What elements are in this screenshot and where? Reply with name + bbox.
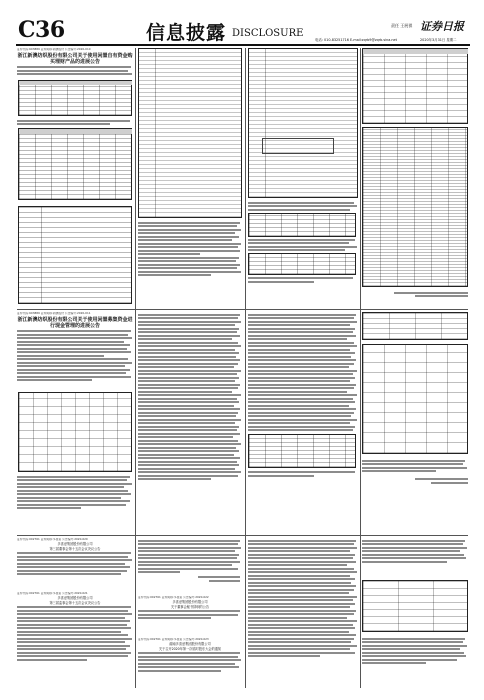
article-code: 证券代码:002761 证券简称:多喜爱 公告编号:2020-023: [138, 638, 209, 641]
table-meeting-agenda: [362, 580, 468, 632]
article-code: 证券代码:603889 证券简称:新澳股份 公告编号:2020-011: [17, 312, 91, 315]
article-code: 证券代码:002761 证券简称:多喜爱 公告编号:2020-020: [17, 538, 88, 541]
table-cash-management: [18, 392, 132, 472]
table-product-details: [18, 128, 132, 200]
article-title: 浙江新澳纺织股份有限公司关于使用闲置募集资金进行现金管理的进展公告: [17, 316, 133, 329]
article-company: 多喜爱集团股份有限公司: [172, 599, 208, 604]
table-financial-summary: [18, 206, 132, 304]
section-title-en: DISCLOSURE: [232, 28, 304, 39]
article-code: 证券代码:603889 证券简称:新澳股份 公告编号:2020-010: [17, 48, 91, 51]
article-duoxiai-supervisors: [17, 592, 133, 688]
article-company: 湖南多喜爱集团股份有限公司: [169, 641, 211, 646]
article-code: 证券代码:002761 证券简称:多喜爱 公告编号:2020-021: [17, 592, 88, 595]
table-investment-list: [362, 48, 468, 124]
table-fund-usage: [362, 127, 468, 287]
article-title: 浙江新澳纺织股份有限公司关于使用闲置自有资金购买理财产品的进展公告: [17, 52, 133, 65]
article-company: 多喜爱集团股份有限公司: [57, 595, 93, 600]
table-wealth-products: [18, 80, 132, 116]
editor-credit: 责任 王展祺: [391, 23, 413, 28]
article-title: 关于董事会秘书辞职的公告: [170, 604, 210, 609]
page-header: [0, 0, 484, 46]
article-title: 第三届董事会第十五次会议决议公告: [49, 546, 101, 551]
page-number: C36: [18, 17, 65, 43]
article-title: 关于召开2020年第一次临时股东大会的通知: [158, 646, 222, 651]
signature-box: [262, 138, 334, 154]
table-announcement-continued: [248, 48, 358, 198]
article-code: 证券代码:002761 证券简称:多喜爱 公告编号:2020-022: [138, 596, 209, 599]
article-duoxiai-meeting: [138, 638, 242, 688]
newspaper-logo: 证券日报: [420, 20, 464, 33]
article-duoxiai-board: [17, 538, 133, 590]
contact-info: 电话: 010-83251716 E-mail:zqrb9@zqrb.sina.net: [315, 38, 397, 42]
header-rule: [16, 44, 470, 46]
article-duoxiai-secretary: [138, 596, 242, 632]
table-product-list: [362, 344, 468, 454]
table-announcement-main: [138, 48, 242, 218]
article-title: 第三届监事会第十五次会议决议公告: [49, 600, 101, 605]
table-middle: [248, 434, 356, 468]
article-company: 多喜爱集团股份有限公司: [57, 541, 93, 546]
section-title: 信息披露: [146, 22, 227, 44]
issue-date: 2020年3月31日 星期二: [420, 38, 457, 42]
